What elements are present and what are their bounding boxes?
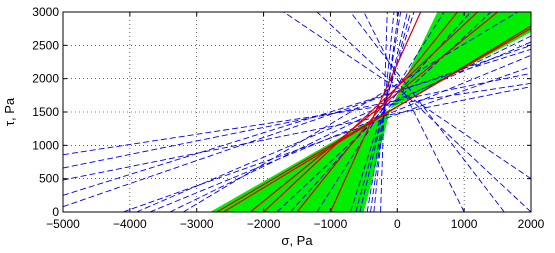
x-tick-label: 0	[393, 217, 401, 231]
x-tick-label: −3000	[179, 217, 214, 231]
y-tick-label: 500	[38, 171, 59, 186]
y-tick-label: 1000	[32, 138, 59, 153]
x-tick-label: −2000	[246, 217, 281, 231]
x-tick-label: 2000	[517, 217, 545, 231]
x-tick-label: −1000	[313, 217, 348, 231]
x-tick-label: −5000	[46, 217, 80, 231]
y-tick-label: 0	[52, 205, 59, 219]
y-tick-label: 2500	[32, 38, 59, 53]
y-tick-label: 1500	[32, 105, 59, 119]
y-tick-label: 2000	[32, 71, 59, 86]
x-axis-label: σ, Pa	[281, 233, 313, 248]
y-tick-label: 3000	[32, 5, 59, 19]
x-tick-label: 1000	[450, 217, 478, 231]
x-tick-label: −4000	[113, 217, 147, 231]
y-axis-label: τ, Pa	[2, 97, 17, 127]
